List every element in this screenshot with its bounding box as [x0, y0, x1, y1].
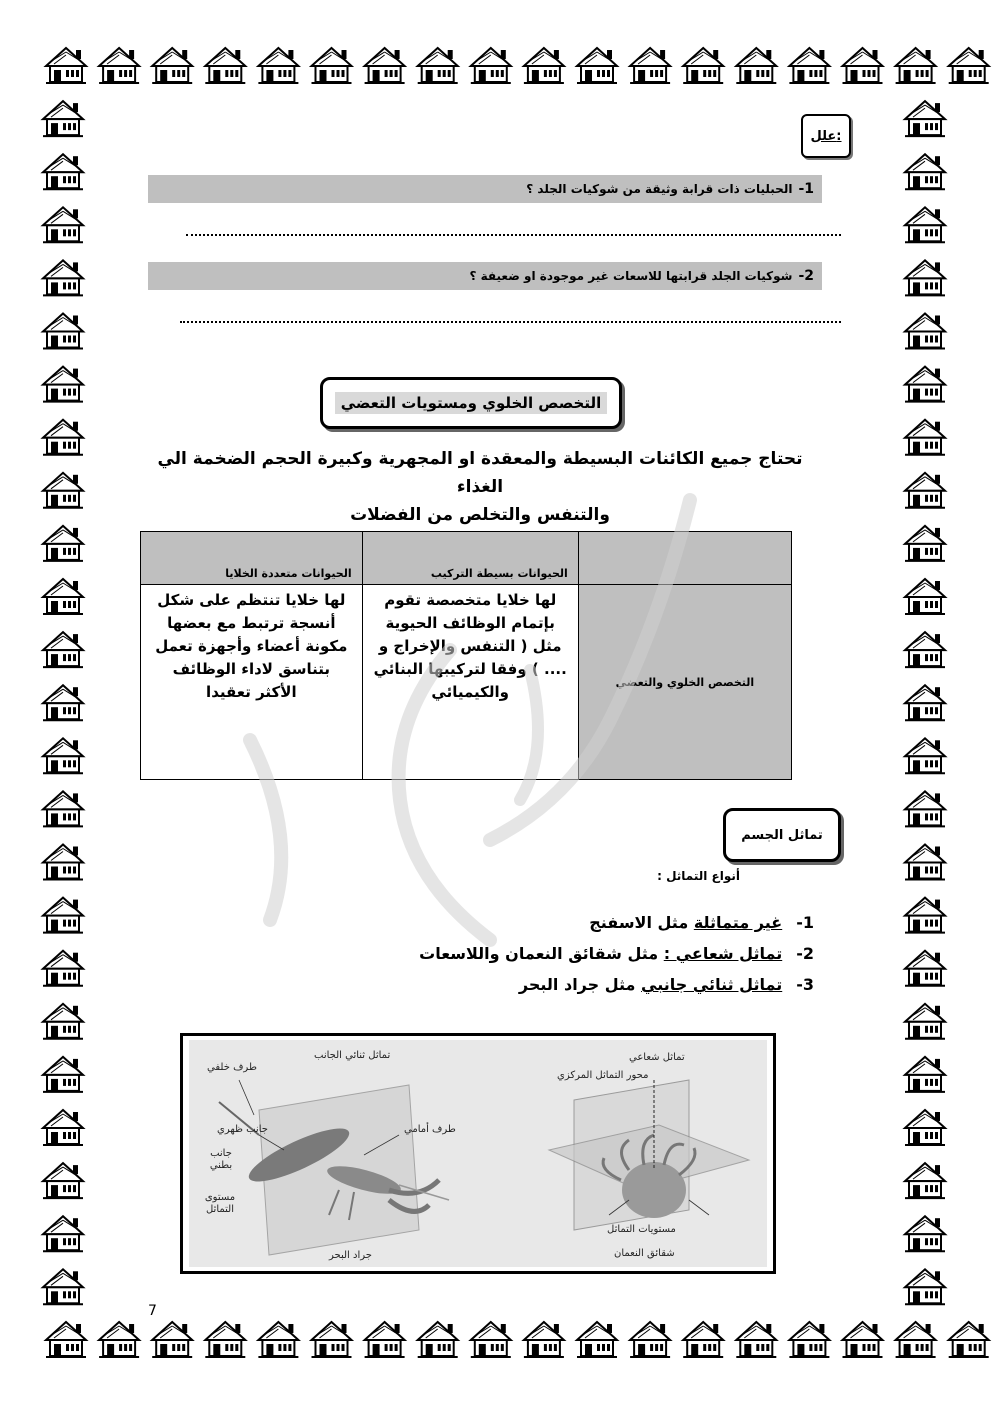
fig-label-dorsal: جانب ظهري: [217, 1124, 268, 1135]
house-icon: [905, 1057, 945, 1092]
house-icon: [905, 260, 945, 295]
house-icon: [896, 48, 936, 83]
house-icon: [99, 1322, 139, 1357]
item-example: مثل الاسفنج: [589, 913, 694, 932]
house-icon: [418, 48, 458, 83]
page-number: 7: [148, 1303, 157, 1319]
house-icon: [905, 738, 945, 773]
multi-line: مكونة أعضاء وأجهزة تعمل: [155, 637, 348, 655]
answer-1-line: [186, 234, 841, 236]
simple-line: والكيميائي: [431, 683, 509, 701]
house-icon: [524, 48, 564, 83]
house-icon: [524, 1322, 564, 1357]
multi-line: أنسجة ترتبط مع بعضها: [167, 614, 336, 632]
house-icon: [205, 48, 245, 83]
fig-left-caption: جراد البحر: [329, 1250, 372, 1261]
house-icon: [905, 791, 945, 826]
house-icon: [43, 101, 83, 136]
house-icon: [365, 1322, 405, 1357]
item-number: 3-: [796, 975, 814, 994]
multi-line: بتناسق لاداء الوظائف: [172, 660, 330, 678]
multi-line: الأكثر تعقيدا: [206, 683, 297, 701]
house-icon: [46, 1322, 86, 1357]
row-label: التخصص الخلوي والتعضي: [578, 585, 791, 780]
house-icon: [43, 951, 83, 986]
fig-left-title: تماثل ثنائي الجانب: [314, 1050, 391, 1061]
house-icon: [152, 48, 192, 83]
simple-line: لها خلايا متخصصة تقوم: [384, 591, 557, 609]
figure-drawing: [189, 1040, 773, 1267]
house-icon: [843, 48, 883, 83]
symmetry-item-1: [589, 913, 814, 932]
symmetry-figure: [180, 1033, 776, 1274]
house-icon: [736, 1322, 776, 1357]
house-icon: [789, 48, 829, 83]
house-icon: [905, 1269, 945, 1304]
house-icon: [43, 420, 83, 455]
item-term: غير متماثلة: [693, 913, 783, 932]
header-simple-animals: الحيوانات بسيطة التركيب: [362, 532, 578, 585]
intro-line-2: والتنفس والتخلص من الفضلات: [350, 505, 610, 525]
house-icon: [905, 632, 945, 667]
house-icon: [905, 898, 945, 933]
house-icon: [43, 154, 83, 189]
house-icon: [905, 367, 945, 402]
house-icon: [365, 48, 405, 83]
simple-line: .... ) وفقا لتركيبها البنائي: [373, 660, 567, 678]
simple-line: مثل ( التنفس والإخراج و: [378, 637, 562, 655]
house-icon: [43, 473, 83, 508]
house-icon: [43, 1057, 83, 1092]
house-icon: [43, 579, 83, 614]
multi-line: لها خلايا تنتظم على شكل: [157, 591, 346, 609]
item-number: 2-: [796, 944, 814, 963]
item-term: تماثل ثنائي جانبي: [641, 975, 783, 994]
item-number: 1-: [796, 913, 814, 932]
main-title: التخصص الخلوي ومستويات التعضي: [335, 392, 608, 414]
watermark-signature: [190, 420, 750, 980]
house-icon: [736, 48, 776, 83]
question-1-text: الحبليات ذات قرابة وثيقة من شوكيات الجلد ؟: [526, 182, 793, 196]
house-icon: [43, 1004, 83, 1039]
house-icon: [43, 260, 83, 295]
house-icon: [905, 1163, 945, 1198]
house-icon: [630, 1322, 670, 1357]
header-multicellular-animals: الحيوانات متعددة الخلايا: [141, 532, 363, 585]
house-icon: [43, 632, 83, 667]
fig-right-caption: شقائق النعمان: [614, 1248, 675, 1259]
symmetry-item-3: [519, 975, 814, 994]
house-icon: [683, 1322, 723, 1357]
house-icon: [843, 1322, 883, 1357]
house-icon: [905, 207, 945, 242]
house-icon: [905, 154, 945, 189]
house-icon: [43, 1216, 83, 1251]
ilal-label: علل:: [810, 128, 842, 144]
item-term: تماثل شعاعي :: [663, 944, 783, 963]
house-icon: [905, 845, 945, 880]
house-icon: [905, 526, 945, 561]
symmetry-title-box: [723, 808, 841, 862]
item-example: مثل جراد البحر: [518, 975, 642, 994]
house-icon: [949, 1322, 989, 1357]
figure-background: [189, 1040, 767, 1267]
house-icon: [43, 1110, 83, 1145]
intro-line-1: تحتاج جميع الكائنات البسيطة والمعقدة او المجهرية وكبيرة الحجم الضخمة الي الغذاء: [157, 449, 803, 497]
ilal-label-box: [801, 114, 851, 158]
house-icon: [205, 1322, 245, 1357]
house-icon: [471, 48, 511, 83]
answer-2-line: [180, 321, 841, 323]
fig-label-ventral: جانب بطني: [209, 1148, 233, 1171]
symmetry-item-2: [419, 944, 814, 963]
house-icon: [905, 473, 945, 508]
question-1-number: 1-: [798, 181, 814, 197]
fig-right-planes: مستويات التماثل: [607, 1224, 676, 1235]
house-icon: [43, 738, 83, 773]
house-icon: [46, 48, 86, 83]
fig-label-plane: مستوى التماثل: [204, 1192, 236, 1215]
house-icon: [43, 1269, 83, 1304]
simple-line: بإتمام الوظائف الحيوية: [385, 614, 555, 632]
house-icon: [630, 48, 670, 83]
house-icon: [152, 1322, 192, 1357]
symmetry-types-label: أنواع التماثل :: [657, 869, 740, 883]
house-icon: [577, 48, 617, 83]
house-icon: [471, 1322, 511, 1357]
house-icon: [418, 1322, 458, 1357]
house-icon: [43, 1163, 83, 1198]
symmetry-title: تماثل الجسم: [741, 827, 823, 843]
house-icon: [949, 48, 989, 83]
fig-right-title: تماثل شعاعي: [629, 1052, 685, 1063]
house-icon: [258, 48, 298, 83]
house-icon: [905, 420, 945, 455]
fig-right-axis: محور التماثل المركزي: [557, 1070, 649, 1081]
house-icon: [43, 898, 83, 933]
house-icon: [905, 1216, 945, 1251]
house-icon: [905, 314, 945, 349]
house-icon: [905, 101, 945, 136]
house-icon: [43, 367, 83, 402]
house-icon: [43, 314, 83, 349]
house-icon: [258, 1322, 298, 1357]
house-icon: [577, 1322, 617, 1357]
house-icon: [905, 1004, 945, 1039]
house-icon: [43, 207, 83, 242]
item-example: مثل شقائق النعمان واللاسعات: [419, 944, 664, 963]
house-icon: [905, 579, 945, 614]
house-icon: [43, 791, 83, 826]
fig-label-anterior: طرف أمامي: [404, 1124, 456, 1135]
house-icon: [683, 48, 723, 83]
house-icon: [312, 1322, 352, 1357]
house-icon: [312, 48, 352, 83]
house-icon: [896, 1322, 936, 1357]
fig-label-posterior: طرف خلفي: [207, 1062, 257, 1073]
question-2-number: 2-: [798, 268, 814, 284]
house-icon: [905, 951, 945, 986]
house-icon: [43, 845, 83, 880]
house-icon: [99, 48, 139, 83]
house-icon: [789, 1322, 829, 1357]
house-icon: [43, 526, 83, 561]
question-2-bar: [148, 262, 822, 290]
house-icon: [905, 1110, 945, 1145]
question-1-bar: [148, 175, 822, 203]
question-2-text: شوكيات الجلد قرابتها للاسعات غير موجودة او ضعيفة ؟: [469, 269, 793, 283]
house-icon: [905, 685, 945, 720]
house-icon: [43, 685, 83, 720]
